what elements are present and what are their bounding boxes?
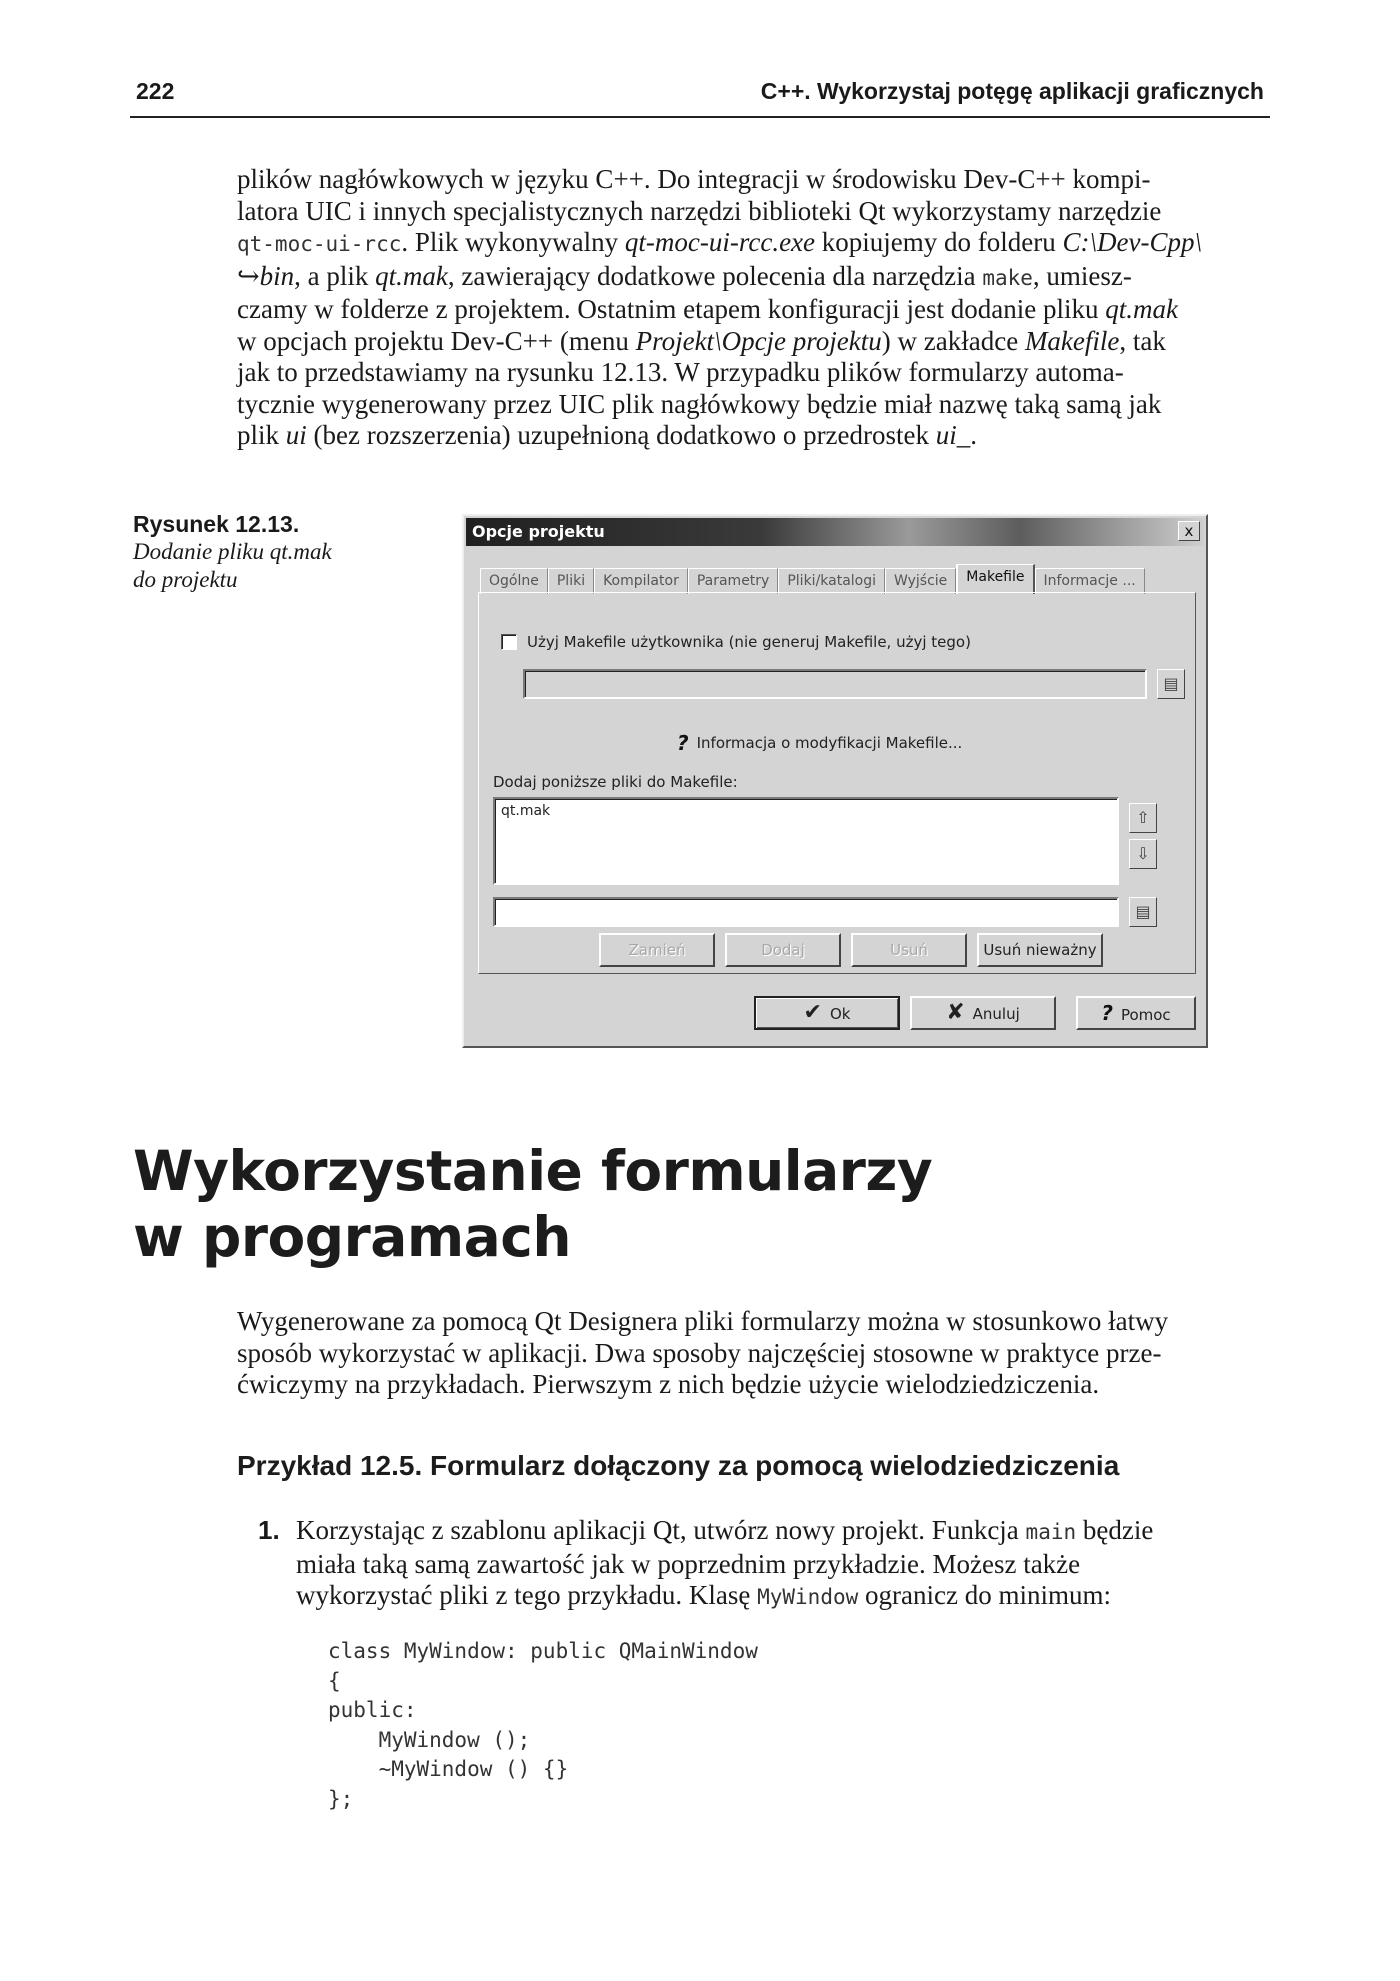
text-line: ↪bin, a plik qt.mak, zawierający dodatkowe polecenia dla narzędzia make, umiesz- bbox=[237, 260, 1132, 291]
caption-line: do projektu bbox=[133, 567, 238, 592]
folder-icon: ▤ bbox=[1135, 902, 1151, 921]
intro-paragraph bbox=[237, 164, 1270, 452]
tab-general[interactable]: Ogólne bbox=[480, 568, 548, 594]
folder-icon: ▤ bbox=[1163, 674, 1179, 693]
code-line: class MyWindow: public QMainWindow bbox=[328, 1639, 758, 1663]
tab-parameters[interactable]: Parametry bbox=[688, 568, 779, 594]
arrow-down-icon: ⇩ bbox=[1136, 844, 1150, 863]
book-title: C++. Wykorzystaj potęgę aplikacji graficznych bbox=[760, 78, 1264, 104]
close-button[interactable]: x bbox=[1178, 521, 1200, 541]
use-custom-makefile-label: Użyj Makefile użytkownika (nie generuj Makefile, użyj tego) bbox=[527, 633, 971, 651]
help-button[interactable] bbox=[1076, 996, 1196, 1030]
add-files-label: Dodaj poniższe pliki do Makefile: bbox=[493, 773, 738, 791]
browse-makefile-button[interactable] bbox=[1157, 669, 1185, 699]
ok-label: Ok bbox=[829, 1005, 851, 1023]
text-line: qt-moc-ui-rcc. Plik wykonywalny qt-moc-ui-rcc.exe kopiujemy do folderu C:\Dev-Cpp\ bbox=[237, 227, 1202, 257]
step-number: 1. bbox=[258, 1515, 280, 1545]
tab-bar bbox=[480, 564, 1145, 592]
code-line: ~MyWindow () {} bbox=[328, 1757, 569, 1781]
help-question-icon: ? bbox=[677, 731, 689, 755]
code-listing bbox=[328, 1637, 758, 1814]
cross-icon: ✘ bbox=[946, 1000, 965, 1025]
tab-makefile[interactable]: Makefile bbox=[956, 564, 1034, 594]
tab-files[interactable]: Pliki bbox=[548, 568, 594, 594]
code-line: public: bbox=[328, 1698, 417, 1722]
help-question-icon: ? bbox=[1101, 1001, 1113, 1025]
section-paragraph bbox=[237, 1306, 1270, 1401]
text-line: wykorzystać pliki z tego przykładu. Klasę MyWindow ogranicz do minimum: bbox=[296, 1580, 1111, 1610]
code-line: }; bbox=[328, 1786, 354, 1811]
help-label: Pomoc bbox=[1120, 1006, 1171, 1024]
section-heading bbox=[133, 1138, 1233, 1270]
custom-makefile-input[interactable] bbox=[523, 669, 1147, 699]
ok-button[interactable] bbox=[754, 996, 900, 1030]
use-custom-makefile-checkbox[interactable] bbox=[501, 634, 517, 650]
text-line: jak to przedstawiamy na rysunku 12.13. W przypadku plików formularzy automa- bbox=[237, 357, 1124, 387]
replace-button[interactable]: Zamień bbox=[599, 933, 715, 967]
step-item bbox=[258, 1515, 1270, 1614]
tab-compiler[interactable]: Kompilator bbox=[594, 568, 688, 594]
line-continuation-arrow-icon: ↪ bbox=[237, 260, 260, 291]
text-line: Korzystając z szablonu aplikacji Qt, utwórz nowy projekt. Funkcja main będzie bbox=[296, 1515, 1154, 1545]
text-line: latora UIC i innych specjalistycznych narzędzi biblioteki Qt wykorzystamy narzędzie bbox=[237, 195, 1162, 226]
move-up-button[interactable] bbox=[1129, 803, 1157, 833]
text-line: sposób wykorzystać w aplikacji. Dwa sposoby najczęściej stosowne w praktyce prze- bbox=[237, 1337, 1162, 1368]
use-custom-makefile-row bbox=[501, 633, 971, 651]
remove-invalid-button[interactable]: Usuń nieważny bbox=[977, 933, 1103, 967]
makefile-info-link[interactable] bbox=[677, 731, 962, 755]
dialog-titlebar bbox=[466, 518, 1204, 546]
step-text bbox=[296, 1515, 1270, 1614]
code-line: MyWindow (); bbox=[328, 1727, 531, 1752]
makefile-include-list[interactable] bbox=[493, 797, 1119, 885]
dialog-title: Opcje projektu bbox=[472, 522, 605, 541]
list-item[interactable]: qt.mak bbox=[501, 803, 551, 819]
text-line: Wygenerowane za pomocą Qt Designera pliki formularzy można w stosunkowo łatwy bbox=[237, 1306, 1169, 1336]
text-line: ćwiczymy na przykładach. Pierwszym z nich będzie użycie wielodziedziczenia. bbox=[237, 1369, 1100, 1399]
caption-line: Dodanie pliku qt.mak bbox=[133, 539, 332, 564]
cancel-button[interactable] bbox=[910, 996, 1056, 1030]
running-header bbox=[130, 76, 1270, 118]
checkmark-icon: ✔ bbox=[803, 1000, 822, 1025]
tab-directories[interactable]: Pliki/katalogi bbox=[778, 568, 885, 594]
makefile-panel bbox=[478, 592, 1196, 974]
section-heading-line: w programach bbox=[133, 1205, 572, 1269]
project-options-dialog bbox=[462, 514, 1208, 1048]
add-file-input[interactable] bbox=[493, 897, 1119, 927]
text-line: tycznie wygenerowany przez UIC plik nagłówkowy będzie miał nazwę taką samą jak bbox=[237, 388, 1162, 419]
figure-label: Rysunek 12.13. bbox=[133, 511, 300, 537]
makefile-info-label: Informacja o modyfikacji Makefile... bbox=[696, 734, 963, 752]
text-line: miała taką samą zawartość jak w poprzednim przykładzie. Możesz także bbox=[296, 1548, 1081, 1579]
text-line: plików nagłówkowych w języku C++. Do integracji w środowisku Dev-C++ kompi- bbox=[237, 164, 1151, 194]
tab-info[interactable]: Informacje ... bbox=[1035, 568, 1145, 594]
text-line: w opcjach projektu Dev-C++ (menu Projekt\Opcje projektu) w zakładce Makefile, tak bbox=[237, 325, 1166, 356]
text-line: plik ui (bez rozszerzenia) uzupełnioną dodatkowo o przedrostek ui_. bbox=[237, 420, 978, 450]
move-down-button[interactable] bbox=[1129, 839, 1157, 869]
add-button[interactable]: Dodaj bbox=[725, 933, 841, 967]
page-number: 222 bbox=[136, 78, 175, 104]
code-line: { bbox=[328, 1668, 341, 1693]
cancel-label: Anuluj bbox=[972, 1005, 1020, 1023]
text-line: czamy w folderze z projektem. Ostatnim etapem konfiguracji jest dodanie pliku qt.mak bbox=[237, 294, 1178, 324]
example-heading: Przykład 12.5. Formularz dołączony za pomocą wielodziedziczenia bbox=[237, 1450, 1120, 1481]
figure-caption bbox=[133, 510, 433, 594]
remove-button[interactable]: Usuń bbox=[851, 933, 967, 967]
section-heading-line: Wykorzystanie formularzy bbox=[133, 1139, 933, 1203]
browse-file-button[interactable] bbox=[1129, 897, 1157, 927]
tab-output[interactable]: Wyjście bbox=[885, 568, 956, 594]
arrow-up-icon: ⇧ bbox=[1136, 808, 1150, 827]
